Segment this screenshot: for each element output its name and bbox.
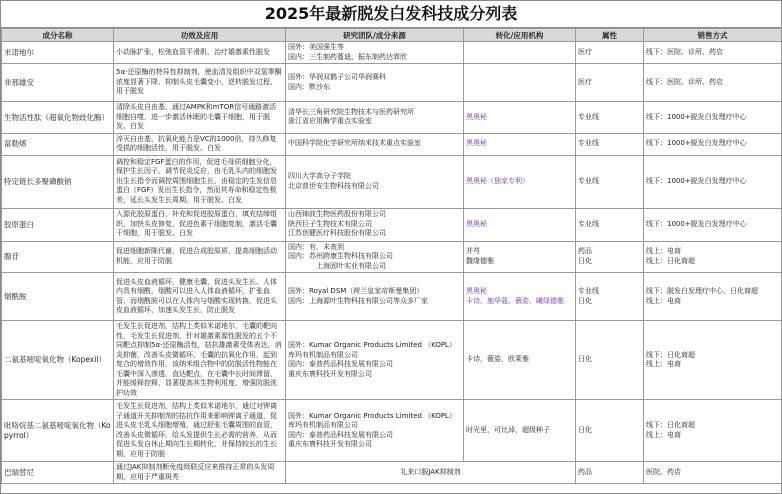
cell-attr[interactable]: 药品 日化 [576,241,644,273]
source-line: 国外：Royal DSM（荷兰皇家帝斯曼集团） [288,287,424,295]
source-line: 国外：华润双鹤子公司华润赛科 [288,73,386,81]
cell-source[interactable] [286,133,464,155]
cell-name[interactable]: 胶原蛋白 [2,208,114,241]
table-row [2,155,782,208]
cell-sales[interactable]: 线上：电商 线上：日化商超 [644,241,782,273]
source-line: 北京普世安生物科技有限公司 [288,181,379,190]
table-row [2,64,782,102]
cell-sales[interactable]: 线下：日化商超 线上：电商 [644,321,782,400]
cell-org[interactable] [464,42,576,64]
ingredient-table [1,28,782,484]
cell-org[interactable]: 卡诗，薇姿，欧莱雅 [464,321,576,400]
cell-effect[interactable]: 清除头皮自由基，通过AMPK和mTOR信号通路激活细胞自噬，进一步激活休眠的毛囊干细胞，用于脱发、白发 [114,102,286,134]
table-row [2,321,782,400]
cell-source[interactable] [286,42,464,64]
table-row [2,42,782,64]
source-line: 国内：泰普药品科技发展有限公司 [288,360,393,368]
cell-attr[interactable]: 专业线 [576,155,644,208]
table-row [2,273,782,321]
cell-attr[interactable]: 专业线 [576,102,644,134]
cell-sales[interactable]: 线下：1000+脱发白发理疗中心 [644,133,782,155]
cell-name[interactable]: 特定链长多聚磷酸钠 [2,155,114,208]
table-row [2,400,782,462]
table-row [2,102,782,134]
cell-source-merged[interactable]: 礼来口服JAK抑制剂 [286,462,576,484]
source-line: 国外：Kumar Organic Products Limited （KOPL）库玛有机制品有限公司 [288,341,456,359]
cell-source[interactable] [286,400,464,462]
cell-source[interactable] [286,241,464,273]
header-row [2,29,782,42]
cell-attr[interactable]: 医疗 [576,64,644,102]
column-header[interactable]: 功效及应用 [114,29,286,42]
cell-source[interactable] [286,208,464,241]
cell-effect[interactable]: 促进细胞新陈代谢，促进合成胶原质，提高细胞活动机能，应用于防脱 [114,241,286,273]
source-line: 江苏创健医疗科技股份有限公司 [288,229,386,238]
table-row [2,208,782,241]
source-line: 上海固叶实业有限公司 [316,261,386,270]
source-line: 浙江省应用酶学重点实验室 [288,117,372,126]
cell-effect[interactable]: 淬灭自由基，抗氧化能力是VC的1000倍，持久修复受损的细胞活性，用于脱发、白发 [114,133,286,155]
source-line: 山西锦波生物医药股份有限公司 [288,210,386,219]
cell-name[interactable]: 非那雄安 [2,64,114,102]
source-line: 清华长三角研究院生物技术与医药研究所 [288,107,414,116]
source-line: 国外：Kumar Organic Products Limited （KOPL）库玛有机制品有限公司 [288,411,456,429]
column-header[interactable]: 转化/应用机构 [464,29,576,42]
source-line: 国内：三生制药蔓迪、振东制药达霏欣 [288,52,407,61]
cell-attr[interactable]: 专业线 [576,133,644,155]
cell-attr[interactable]: 日化 [576,321,644,400]
cell-attr[interactable]: 日化 [576,400,644,462]
cell-attr[interactable]: 医疗 [576,42,644,64]
column-header[interactable]: 属性 [576,29,644,42]
cell-source[interactable] [286,321,464,400]
cell-source[interactable] [286,64,464,102]
source-line: 国内：苏州跨康生物科技有限公司 [288,252,393,260]
cell-sales[interactable]: 线下：1000+脱发白发理疗中心 [644,102,782,134]
cell-org[interactable]: 黑奥秘（独家专利） [464,155,576,208]
cell-effect[interactable]: 调控和稳定FGF蛋白的作用，促进毛母质细胞分化，保护生长因子，调节促炎反应，由毛乳头内的细胞发出生长指令而调控周围细胞生长，由稳定的生发信息蛋白（FGF）发出生长指令，然而其寿命和稳定性极差，延长头发生长周期，用于脱发、白发 [114,155,286,208]
sheet-title: 2025年最新脱发白发科技成分列表 [1,1,781,28]
column-header[interactable]: 成分名称 [2,29,114,42]
cell-effect[interactable]: 通过JAK抑制剂断免疫级联反应来推持正常的头发周期，应用于严重斑秃 [114,462,286,484]
cell-sales[interactable]: 线下：医院、诊所、药店 [644,64,782,102]
cell-org[interactable] [464,64,576,102]
cell-effect[interactable]: 入源化胶原蛋白，补充和促进胶原蛋白，填充结缔组织，加快头皮修复，促进色素干细胞复制，激活毛囊干细胞，用于脱发、白发 [114,208,286,241]
table-row [2,462,782,484]
source-line: 四川大学高分子学院 [288,172,351,180]
cell-sales[interactable]: 线下：日化商超 线上：电商 [644,400,782,462]
cell-source[interactable] [286,155,464,208]
cell-sales[interactable]: 线下：医院、诊所、药店 [644,42,782,64]
cell-org[interactable]: 黑奥秘 卡诗、施华蔻、薇姿、曦绿德雅 [464,273,576,321]
column-header[interactable]: 销售方式 [644,29,782,42]
cell-attr[interactable]: 专业线 [576,208,644,241]
table-row [2,241,782,273]
cell-sales[interactable]: 线下：1000+脱发白发理疗中心 [644,208,782,241]
column-header[interactable]: 研究团队/成分来源 [286,29,464,42]
source-line: 国内：默沙东 [288,82,330,91]
cell-name[interactable]: 生物活性肽（超氧化物歧化酶） [2,102,114,134]
source-line: 中国科学院化学研究所纳米技术重点实验室 [288,139,421,148]
source-line: 国内：有，未查到 [288,242,344,251]
source-line: 陕西巨子生物技术有限公司 [288,219,372,228]
cell-name[interactable]: 二氨基嘧啶氧化物（Kopexil） [2,321,114,400]
source-line: 国外：美国强生等 [288,43,344,51]
cell-effect[interactable]: 小动脉扩张，松弛血管平滑肌，治疗雄激素性脱发 [114,42,286,64]
cell-effect[interactable]: 毛发生长促进剂，结构上类似米诺地尔，通过对钾离子通道开关抑制剂的拮抗作用来影响钾离子通道，促进头皮毛乳头细胞增殖，通过舒张毛囊周围的血管，改善头皮微循环，给头发提供生长必需的营养，从而促进头发自休止期向生长期转化，并保持较长的生长期，应用于防脱 [114,400,286,462]
cell-name[interactable]: 烟酰胺 [2,273,114,321]
cell-org[interactable]: 黑奥秘 [464,133,576,155]
cell-effect[interactable]: 毛发生长促进剂，结构上类似米诺地尔，毛囊的靶向性，毛发生长促进剂，针对雄激素源性脱发的五个不同靶点抑制5α-还原酶活性，拮抗雄激素受体表达，消炎抑菌，改善头皮微循环，毛囊的抗氧化作用，起到复合的增效作用，该纳米组合物中的防脱活性物能在毛囊中深入渗透，直达靶点，在毛囊中长时间滞留，并能缓释控释，显著提高其生物利用度，增强防脱洗护功效 [114,321,286,400]
source-line: 国内：泰普药品科技发展有限公司 [288,430,393,439]
cell-source[interactable] [286,102,464,134]
source-line: 国内：上海源叶生物科技有限公司等众多厂家 [288,296,428,305]
cell-effect[interactable]: 5α-还原酶的特异性抑制剂，使血清及组织中双氢睾酮浓度显著下降，抑制头皮毛囊变小，逆转脱发过程，用于脱发 [114,64,286,102]
cell-org[interactable]: 黑奥秘 [464,208,576,241]
cell-name[interactable]: 富勒烯 [2,133,114,155]
cell-sales[interactable]: 医院、药店 [644,462,782,484]
cell-attr[interactable]: 专业线 日化 [576,273,644,321]
cell-org[interactable]: 黑奥秘 [464,102,576,134]
cell-name[interactable]: 吡咯烷基二氨基嘧啶氧化物（Kopyrrol） [2,400,114,462]
source-line: 重庆东寰科技开发有限公司 [288,369,372,378]
table-row [2,133,782,155]
cell-name[interactable]: 腺苷 [2,241,114,273]
cell-org[interactable]: 时光里，可比淖，超级种子 [464,400,576,462]
cell-effect[interactable]: 促进头皮血液循环，健康毛囊，促进头发生长。人体内具有烟酰，烟酸可以进入人体血液循环，扩张血管，而烟酰胺可以在人体内与烟酸实现转换，促进头皮血液循环，加速头发生长，防止脱发 [114,273,286,321]
source-line: 重庆东寰科技开发有限公司 [288,440,372,448]
cell-sales[interactable]: 线下：1000+脱发白发理疗中心 [644,155,782,208]
cell-name[interactable]: 米诺地尔 [2,42,114,64]
cell-source[interactable] [286,273,464,321]
cell-sales[interactable]: 线下：脱发白发理疗中心、日化商超 线上：电商 [644,273,782,321]
cell-attr[interactable]: 药品 [576,462,644,484]
cell-name[interactable]: 巴瑞替尼 [2,462,114,484]
cell-org[interactable]: 并芎 馥缘德雅 [464,241,576,273]
